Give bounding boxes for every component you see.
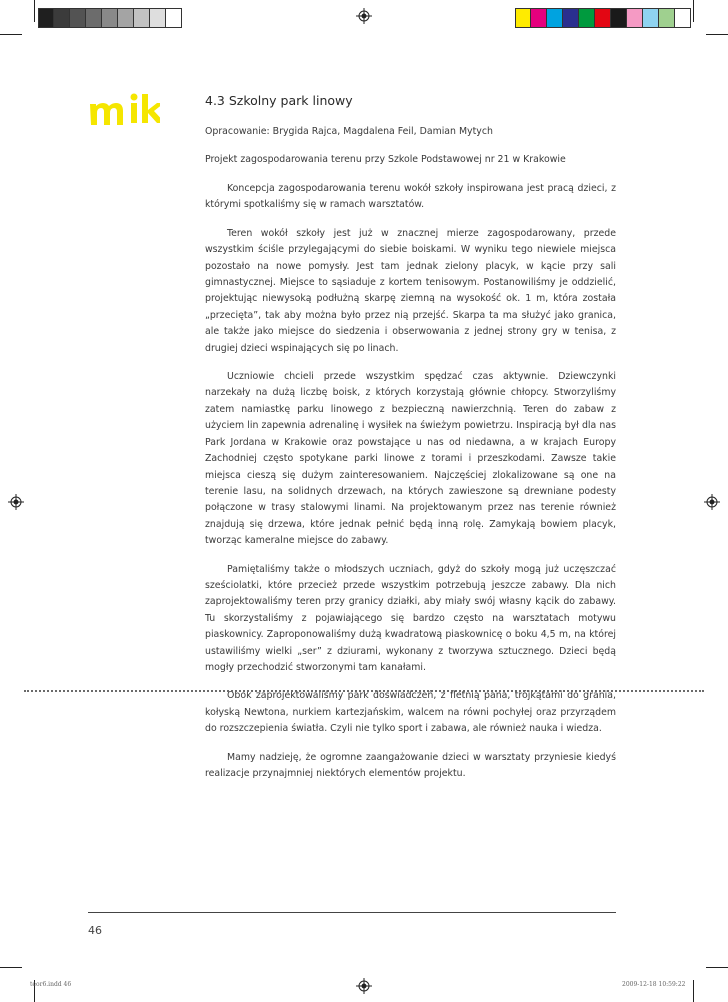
color-swatch [643,8,659,28]
color-swatch [515,8,531,28]
gray-swatch [54,8,70,28]
article-paragraph: Uczniowie chcieli przede wszystkim spędzać czas aktywnie. Dziewczynki narzekały na dużą liczbę boisk, z których korzystają głównie chłopcy. Stworzyliśmy zatem namiastkę parku linowego z bezpieczną nawierzchnią. Teren do zabaw z użyciem lin zapewnia adrenalinę i wysiłek na świeżym powietrzu. Inspiracją był dla nas Park Jordana w Krakowie oraz powstające u nas od niedawna, a w krajach Europy Zachodniej często spotykane parki linowe z torami i przeszkodami. Zawsze takie miejsca cieszą się dużym zainteresowaniem. Najczęściej zlokalizowane są one na terenie lasu, na solidnych drzewach, na których zawieszone są drewniane podesty połączone w trasy stalowymi linami. Na projektowanym przez nas terenie również znajdują się drzewa, które jednak pełnić będą inną rolę. Zamykają bowiem placyk, tworząc kameralne miejsce do zabawy. [205,371,616,547]
article-paragraph: Teren wokół szkoły jest już w znacznej mierze zagospodarowany, przede wszystkim ściśle przylegającymi do siebie boiskami. W wyniku tego niewiele miejsca pozostało na nowe pomysły. Jest tam jednak zielony placyk, w kącie przy sali gimnastycznej. Miejsce to sąsiaduje z kortem tenisowym. Postanowiliśmy je oddzielić, projektując niewysoką podłużną skarpę ziemną na wysokość ok. 1 m, która została „przecięta”, tak aby można było przez nią przejść. Skarpa ta ma służyć jako granica, ale także jako miejsce do siedzenia i obserwowania z jednej strony gry w tenisa, z drugiej dzieci wspinających się po linach. [205,227,616,354]
crop-mark [693,0,694,22]
registration-mark-icon [8,494,24,510]
page-number: 46 [88,924,102,937]
registration-mark-icon [704,494,720,510]
gray-swatch [102,8,118,28]
crop-mark [34,0,35,22]
color-swatch [595,8,611,28]
color-swatch [627,8,643,28]
registration-mark-icon [356,8,372,24]
color-swatch [675,8,691,28]
process-color-bar [515,8,691,28]
gray-swatch [86,8,102,28]
crop-mark [706,34,728,35]
gray-swatch [38,8,54,28]
article-paragraph: Mamy nadzieję, że ogromne zaangażowanie dzieci w warsztaty przyniesie kiedyś realizacje przynajmniej niektórych elementów projektu. [205,751,616,779]
gray-color-bar [38,8,182,28]
gray-swatch [70,8,86,28]
color-swatch [659,8,675,28]
slug-timestamp: 2009-12-18 10:59:22 [622,981,686,988]
article-authors: Opracowanie: Brygida Rajca, Magdalena Feil, Damian Mytych [205,126,493,137]
color-swatch [531,8,547,28]
gray-swatch [118,8,134,28]
slug-filename: teor6.indd 46 [30,981,72,988]
article-project: Projekt zagospodarowania terenu przy Szkole Podstawowej nr 21 w Krakowie [205,154,566,165]
gray-swatch [134,8,150,28]
dotted-divider [24,690,704,692]
article-paragraph: Pamiętaliśmy także o młodszych uczniach, gdyż do szkoły mogą już uczęszczać sześciolatki, które przecież przede wszystkim potrzebują jeszcze zabawy. Dla nich zaprojektowaliśmy teren przy granicy działki, aby miały swój własny kącik do zabawy. Tu skorzystaliśmy z pojawiającego się bardzo często na warsztatach motywu piaskownicy. Zaproponowaliśmy dużą kwadratową piaskownicę o boku 4,5 m, na której ustawiliśmy wielki „ser” z dziurami, wykonany z tworzywa sztucznego. Dzieci będą mogły przechodzić stworzonymi tam kanałami. [205,563,616,673]
article-paragraph: Koncepcja zagospodarowania terenu wokół szkoły inspirowana jest pracą dzieci, z którymi spotkaliśmy się w ramach warsztatów. [205,183,616,211]
gray-swatch [166,8,182,28]
crop-mark [0,967,22,968]
crop-mark [706,967,728,968]
color-swatch [579,8,595,28]
mik-logo [88,92,160,132]
article-paragraph: Obok zaprojektowaliśmy park doświadczeń, z fletnią pana, trójkątami do grania, kołyską Newtona, nurkiem kartezjańskim, walcem na równi pochyłej oraz przyrządem do rozszczepienia światła. Czyli nie tylko sport i zabawa, ale również nauka i wiedza. [205,690,616,735]
color-swatch [563,8,579,28]
crop-mark [0,34,22,35]
footer-rule [88,912,616,913]
color-swatch [611,8,627,28]
crop-mark [693,980,694,1002]
gray-swatch [150,8,166,28]
registration-mark-icon [356,978,372,994]
article-title: 4.3 Szkolny park linowy [205,93,353,108]
color-swatch [547,8,563,28]
